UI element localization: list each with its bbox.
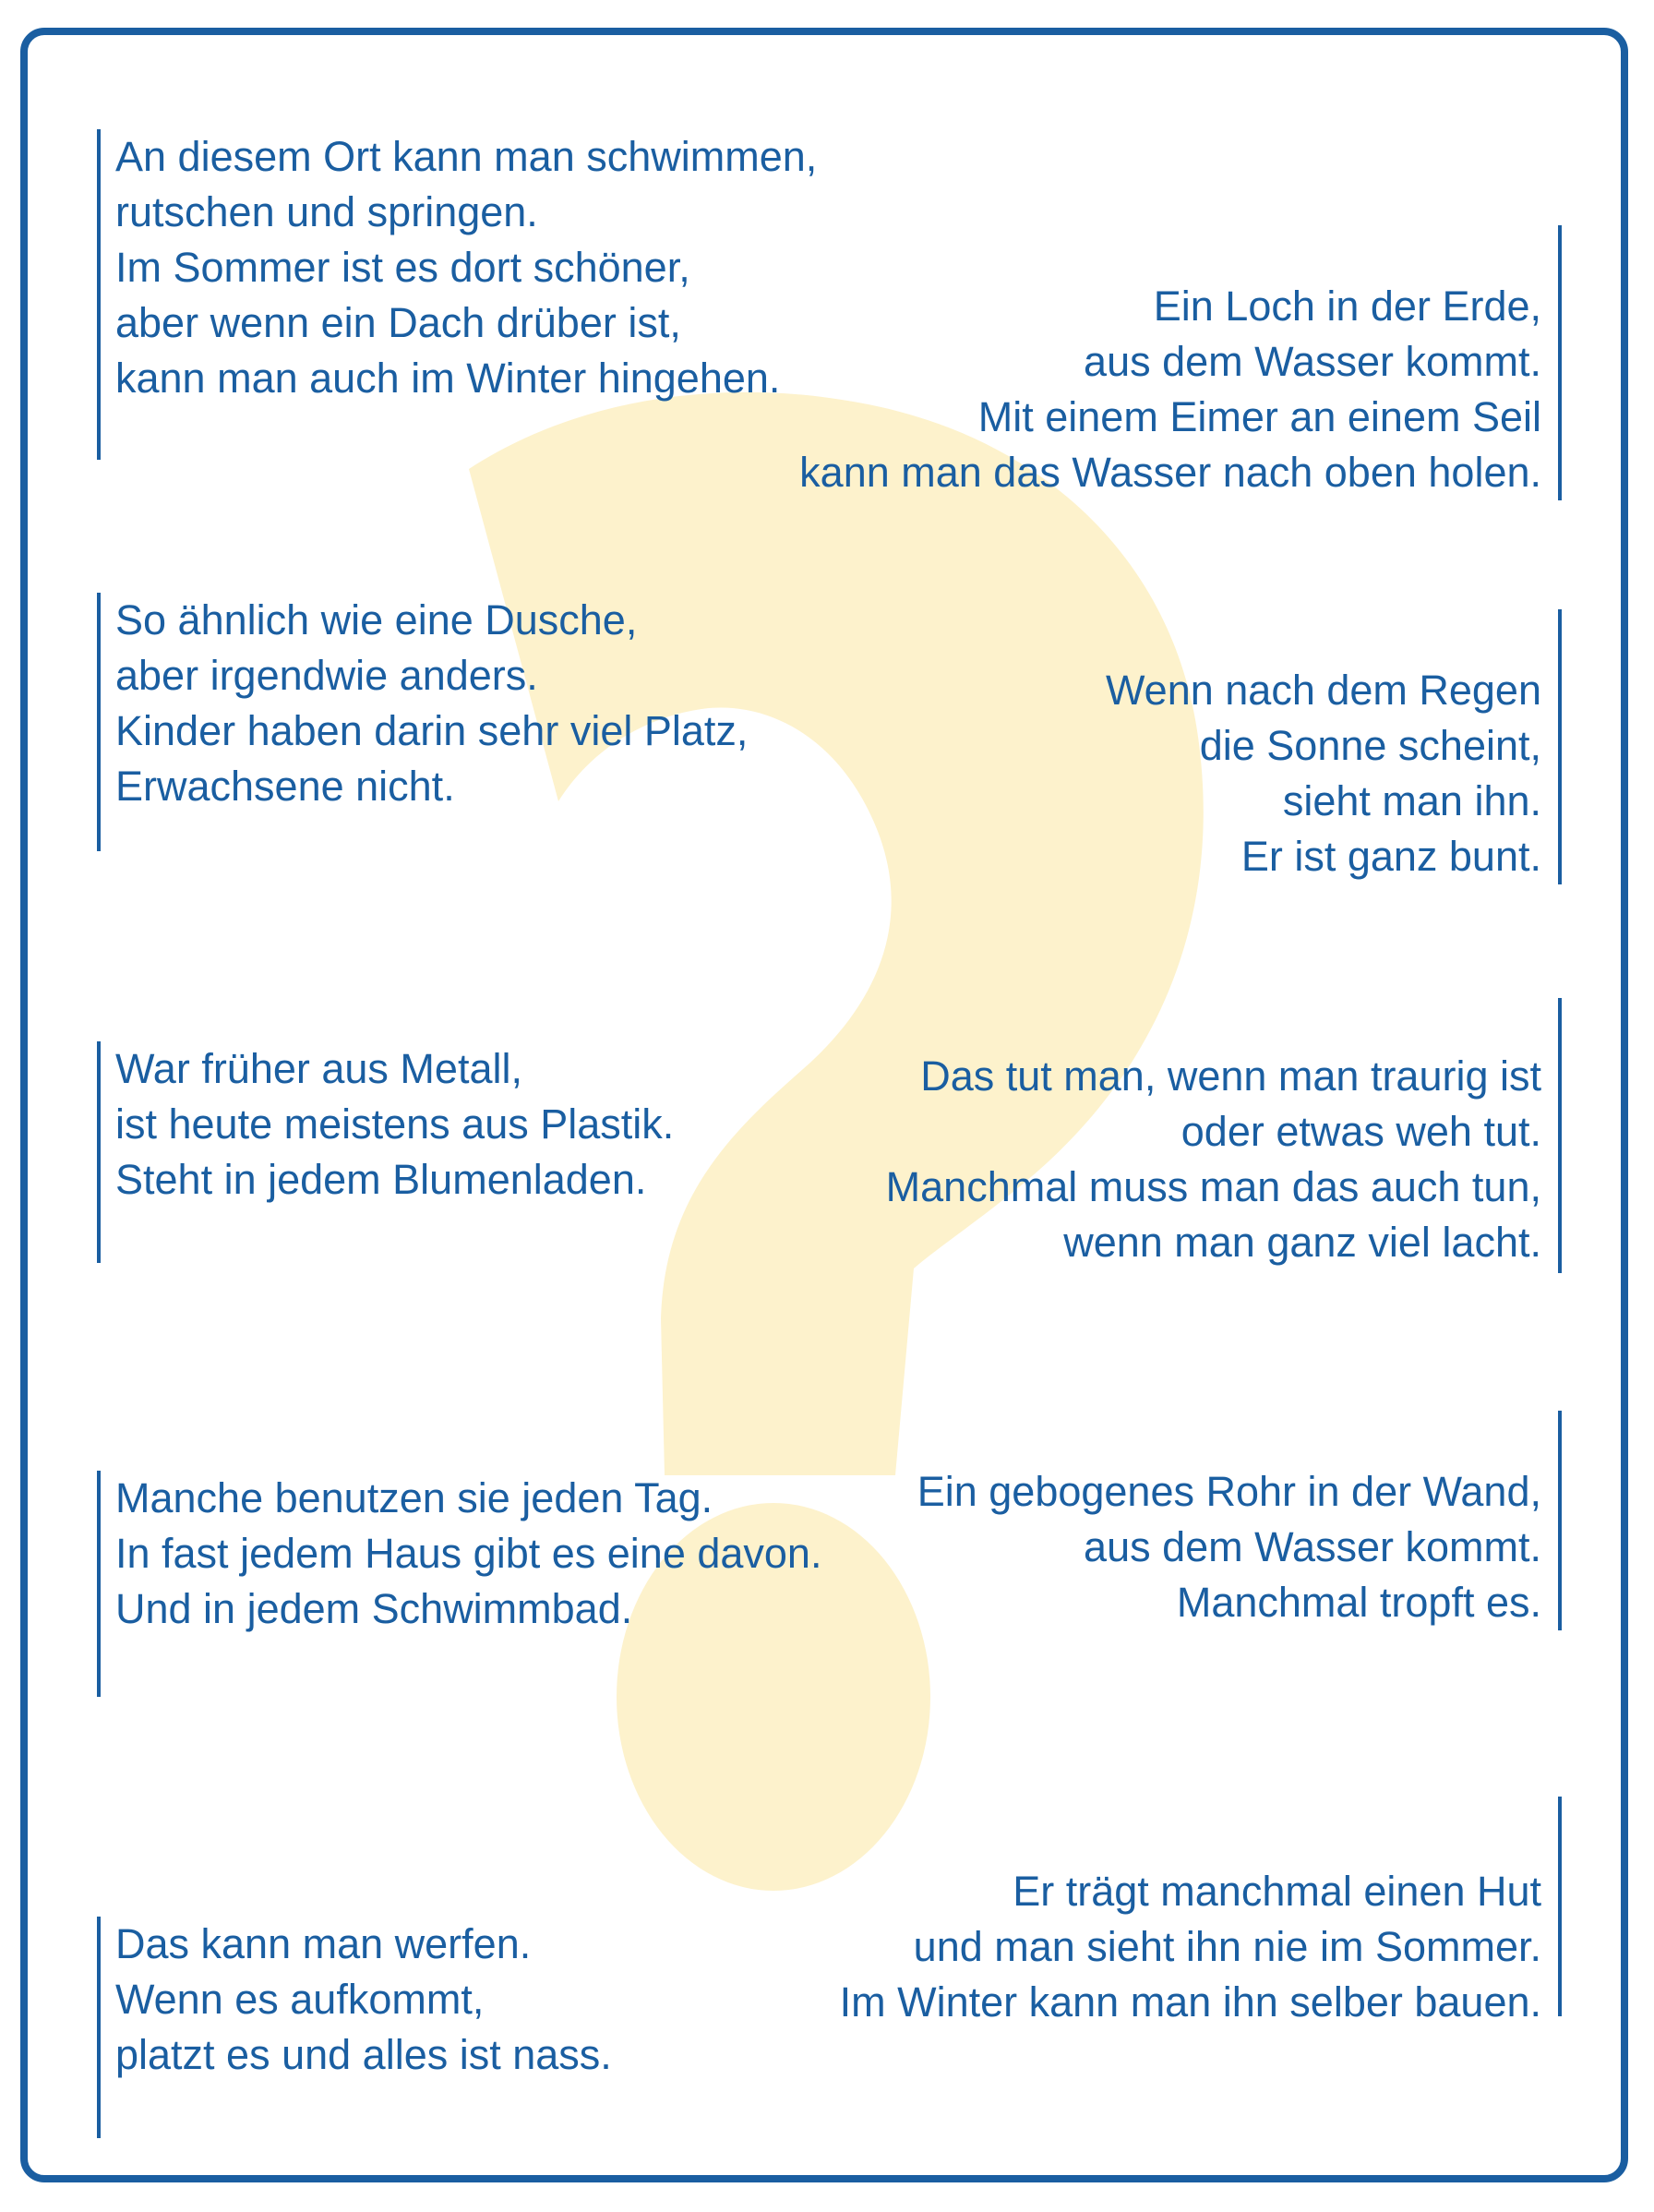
riddle-line: Das tut man, wenn man traurig ist xyxy=(920,1052,1541,1100)
riddle-line: So ähnlich wie eine Dusche, xyxy=(115,596,638,643)
riddle-line: Mit einem Eimer an einem Seil xyxy=(977,393,1541,440)
riddle-right-2 xyxy=(1106,609,1562,884)
riddle-line: aus dem Wasser kommt. xyxy=(1084,1523,1541,1570)
riddle-line: Wenn nach dem Regen xyxy=(1106,667,1541,714)
riddle-line: kann man das Wasser nach oben holen. xyxy=(799,449,1541,496)
riddle-left-2 xyxy=(97,593,748,851)
riddle-line: Kinder haben darin sehr viel Platz, xyxy=(115,707,749,754)
riddle-line: Manchmal muss man das auch tun, xyxy=(885,1163,1541,1210)
riddle-line: aber wenn ein Dach drüber ist, xyxy=(115,299,681,346)
riddle-line: platzt es und alles ist nass. xyxy=(115,2031,612,2078)
riddle-line: Und in jedem Schwimmbad. xyxy=(115,1585,633,1632)
riddle-right-3 xyxy=(886,998,1562,1273)
riddle-line: die Sonne scheint, xyxy=(1199,722,1541,769)
riddle-line: rutschen und springen. xyxy=(115,188,538,235)
riddle-line: oder etwas weh tut. xyxy=(1181,1108,1541,1155)
riddle-line: kann man auch im Winter hingehen. xyxy=(115,355,781,402)
riddle-line: Ein Loch in der Erde, xyxy=(1153,283,1541,330)
riddle-line: Wenn es aufkommt, xyxy=(115,1976,485,2023)
riddle-line: wenn man ganz viel lacht. xyxy=(1063,1219,1541,1266)
riddle-line: Im Winter kann man ihn selber bauen. xyxy=(839,1978,1541,2026)
riddle-right-1 xyxy=(799,225,1562,500)
riddle-line: Er trägt manchmal einen Hut xyxy=(1013,1868,1541,1915)
riddle-left-3 xyxy=(97,1041,674,1263)
riddle-card-frame xyxy=(20,28,1628,2182)
riddle-line: Ein gebogenes Rohr in der Wand, xyxy=(917,1468,1541,1515)
riddle-right-5 xyxy=(839,1797,1562,2026)
riddle-line: In fast jedem Haus gibt es eine davon. xyxy=(115,1530,822,1577)
riddle-line: Erwachsene nicht. xyxy=(115,763,455,810)
riddle-line: Das kann man werfen. xyxy=(115,1920,532,1967)
riddle-line: ist heute meistens aus Plastik. xyxy=(115,1100,675,1148)
riddle-line: War früher aus Metall, xyxy=(115,1045,522,1092)
riddle-line: Manche benutzen sie jeden Tag. xyxy=(115,1474,713,1521)
riddle-right-4 xyxy=(917,1411,1562,1630)
riddle-line: An diesem Ort kann man schwimmen, xyxy=(115,133,818,180)
riddle-line: Steht in jedem Blumenladen. xyxy=(115,1156,647,1203)
riddle-line: Manchmal tropft es. xyxy=(1176,1579,1541,1626)
riddle-left-1 xyxy=(97,129,817,460)
riddle-line: sieht man ihn. xyxy=(1282,777,1541,824)
riddle-line: Im Sommer ist es dort schöner, xyxy=(115,244,690,291)
riddle-line: Er ist ganz bunt. xyxy=(1240,833,1541,880)
riddle-left-4 xyxy=(97,1471,821,1697)
riddle-left-5 xyxy=(97,1917,612,2138)
riddle-line: aus dem Wasser kommt. xyxy=(1084,338,1541,385)
riddle-line: und man sieht ihn nie im Sommer. xyxy=(913,1923,1541,1970)
riddle-line: aber irgendwie anders. xyxy=(115,652,538,699)
